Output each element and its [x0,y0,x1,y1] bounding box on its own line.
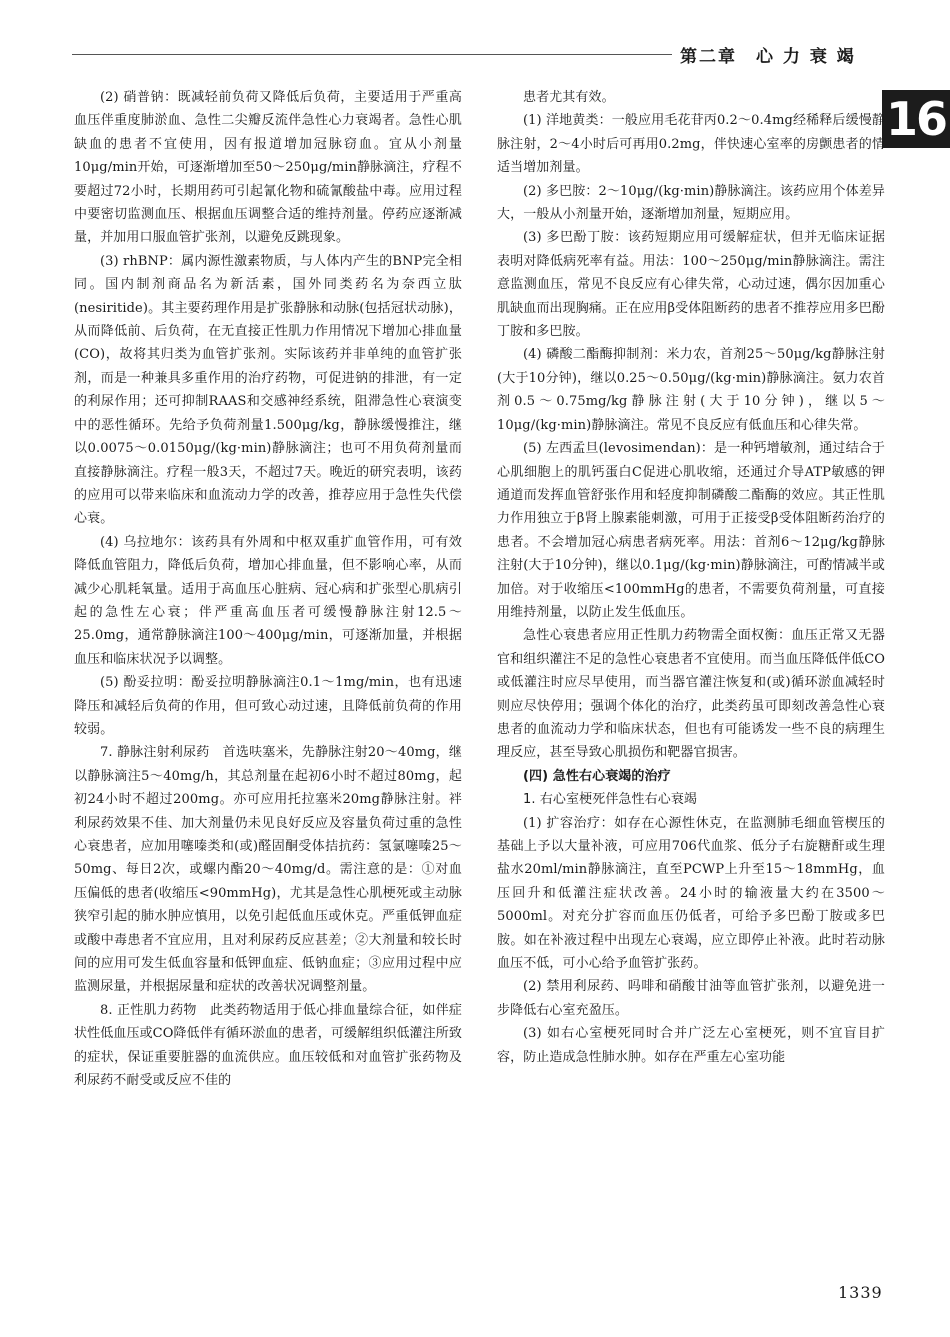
section-heading: (四) 急性右心衰竭的治疗 [523,768,671,784]
paragraph: (4) 乌拉地尔：该药具有外周和中枢双重扩血管作用，可有效降低血管阻力，降低后负荷，增加心排血量，但不影响心率，从而减少心肌耗氧量。适用于高血压心脏病、冠心病和扩张型心肌病引起的急性左心衰；伴严重高血压者可缓慢静脉注射12.5～25.0mg，通常静脉滴注100～400μg/min，可逐渐加量，并根据血压和临床状况予以调整。 [74,534,462,667]
paragraph: (3) 多巴酚丁胺：该药短期应用可缓解症状，但并无临床证据表明对降低病死率有益。用法：100～250μg/min静脉滴注。需注意监测血压，常见不良反应有心律失常，心动过速，偶尔因加重心肌缺血而出现胸痛。正在应用β受体阻断药的患者不推荐应用多巴酚丁胺和多巴胺。 [497,230,885,340]
chapter-tab: 16 [882,90,950,148]
header-rule [72,54,672,55]
left-column [74,86,462,1092]
paragraph: (4) 磷酸二酯酶抑制剂：米力农，首剂25～50μg/kg静脉注射(大于10分钟)，继以0.25～0.50μg/(kg·min)静脉滴注。氨力农首剂0.5～0.75mg/kg静脉注射(大于10分钟)，继以5～10μg/(kg·min)静脉滴注。常见不良反应有低血压和心律失常。 [497,347,885,433]
subsection-heading: 1. 右心室梗死伴急性右心衰竭 [523,792,698,808]
paragraph: (5) 左西孟旦(levosimendan)：是一种钙增敏剂，通过结合于心肌细胞上的肌钙蛋白C促进心肌收缩，还通过介导ATP敏感的钾通道而发挥血管舒张作用和轻度抑制磷酸二酯酶的效应。其正性肌力作用独立于β肾上腺素能刺激，可用于正接受β受体阻断药治疗的患者。不会增加冠心病患者病死率。用法：首剂6～12μg/kg静脉注射(大于10分钟)，继以0.1μg/(kg·min)静脉滴注，可酌情减半或加倍。对于收缩压<100mmHg的患者，不需要负荷剂量，可直接用维持剂量，以防止发生低血压。 [497,441,885,620]
paragraph: (5) 酚妥拉明：酚妥拉明静脉滴注0.1～1mg/min，也有迅速降压和减轻后负荷的作用，但可致心动过速，且降低前负荷的作用较弱。 [74,675,462,737]
paragraph: (3) 如右心室梗死同时合并广泛左心室梗死，则不宜盲目扩容，防止造成急性肺水肿。如存在严重左心室功能 [497,1026,885,1065]
paragraph: 患者尤其有效。 [523,90,615,105]
paragraph: (1) 扩容治疗：如存在心源性休克，在监测肺毛细血管楔压的基础上予以大量补液，可应用706代血浆、低分子右旋糖酐或生理盐水20ml/min静脉滴注，直至PCWP上升至15～18mmHg，血压回升和低灌注症状改善。24小时的输液量大约在3500～5000ml。对充分扩容而血压仍低者，可给予多巴酚丁胺或多巴胺。如在补液过程中出现左心衰竭，应立即停止补液。此时若动脉血压不低，可小心给予血管扩张药。 [497,815,885,972]
paragraph: (2) 多巴胺：2～10μg/(kg·min)静脉滴注。该药应用个体差异大，一般从小剂量开始，逐渐增加剂量，短期应用。 [497,183,885,223]
paragraph: (3) rhBNP：属内源性激素物质，与人体内产生的BNP完全相同。国内制剂商品名为新活素，国外同类药名为奈西立肽(nesiritide)。其主要药理作用是扩张静脉和动脉(包括冠状动脉)，从而降低前、后负荷，在无直接正性肌力作用情况下增加心排血量(CO)，故将其归类为血管扩张剂。实际该药并非单纯的血管扩张剂，而是一种兼具多重作用的治疗药物，可促进钠的排泄，有一定的利尿作用；还可抑制RAAS和交感神经系统，阻滞急性心衰演变中的恶性循环。先给予负荷剂量1.500μg/kg，静脉缓慢推注，继以0.0075～0.0150μg/(kg·min)静脉滴注；也可不用负荷剂量而直接静脉滴注。疗程一般3天，不超过7天。晚近的研究表明，该药的应用可以带来临床和血流动力学的改善，推荐应用于急性失代偿心衰。 [74,253,462,527]
paragraph: (1) 洋地黄类：一般应用毛花苷丙0.2～0.4mg经稀释后缓慢静脉注射，2～4小时后可再用0.2mg，伴快速心室率的房颤患者的情适当增加剂量。 [497,113,885,176]
paragraph: 8. 正性肌力药物 此类药物适用于低心排血量综合征，如伴症状性低血压或CO降低伴有循环淤血的患者，可缓解组织低灌注所致的症状，保证重要脏器的血流供应。血压较低和对血管扩张药物及利尿药不耐受或反应不佳的 [74,1002,462,1089]
chapter-title: 第二章 心 力 衰 竭 [680,47,856,67]
paragraph: (2) 硝普钠：既减轻前负荷又降低后负荷，主要适用于严重高血压伴重度肺淤血、急性二尖瓣反流伴急性心力衰竭者。急性心肌缺血的患者不宜使用，因有报道增加冠脉窃血。宜从小剂量10μg/min开始，可逐渐增加至50～250μg/min静脉滴注，疗程不要超过72小时，长期用药可引起氰化物和硫氰酸盐中毒。应用过程中要密切监测血压、根据血压调整合适的维持剂量。停药应逐渐减量，并加用口服血管扩张剂，以避免反跳现象。 [74,90,462,246]
paragraph: 7. 静脉注射利尿药 首选呋塞米，先静脉注射20～40mg，继以静脉滴注5～40mg/h，其总剂量在起初6小时不超过80mg，起初24小时不超过200mg。亦可应用托拉塞米20mg静脉注射。袢利尿药效果不佳、加大剂量仍未见良好反应及容量负荷过重的急性心衰患者，应加用噻嗪类和(或)醛固酮受体拮抗药：氢氯噻嗪25～50mg、每日2次，或螺内酯20～40mg/d。需注意的是：①对血压偏低的患者(收缩压<90mmHg)，尤其是急性心肌梗死或主动脉狭窄引起的肺水肿应慎用，以免引起低血压或休克。严重低钾血症或酸中毒患者不宜应用，且对利尿药反应甚差；②大剂量和较长时间的应用可发生低血容量和低钾血症、低钠血症；③应用过程中应监测尿量，并根据尿量和症状的改善状况调整剂量。 [74,745,462,995]
page-number: 1339 [838,1283,883,1302]
right-column [497,86,885,1069]
paragraph: 急性心衰患者应用正性肌力药物需全面权衡：血压正常又无器官和组织灌注不足的急性心衰患者不宜使用。而当血压降低伴低CO或低灌注时应尽早使用，而当器官灌注恢复和(或)循环淤血减轻时则应尽快停用；强调个体化的治疗，此类药虽可即刻改善急性心衰患者的血流动力学和临床状态，但也有可能诱发一些不良的病理生理反应，甚至导致心肌损伤和靶器官损害。 [497,628,885,761]
paragraph: (2) 禁用利尿药、吗啡和硝酸甘油等血管扩张剂，以避免进一步降低右心室充盈压。 [497,979,885,1018]
